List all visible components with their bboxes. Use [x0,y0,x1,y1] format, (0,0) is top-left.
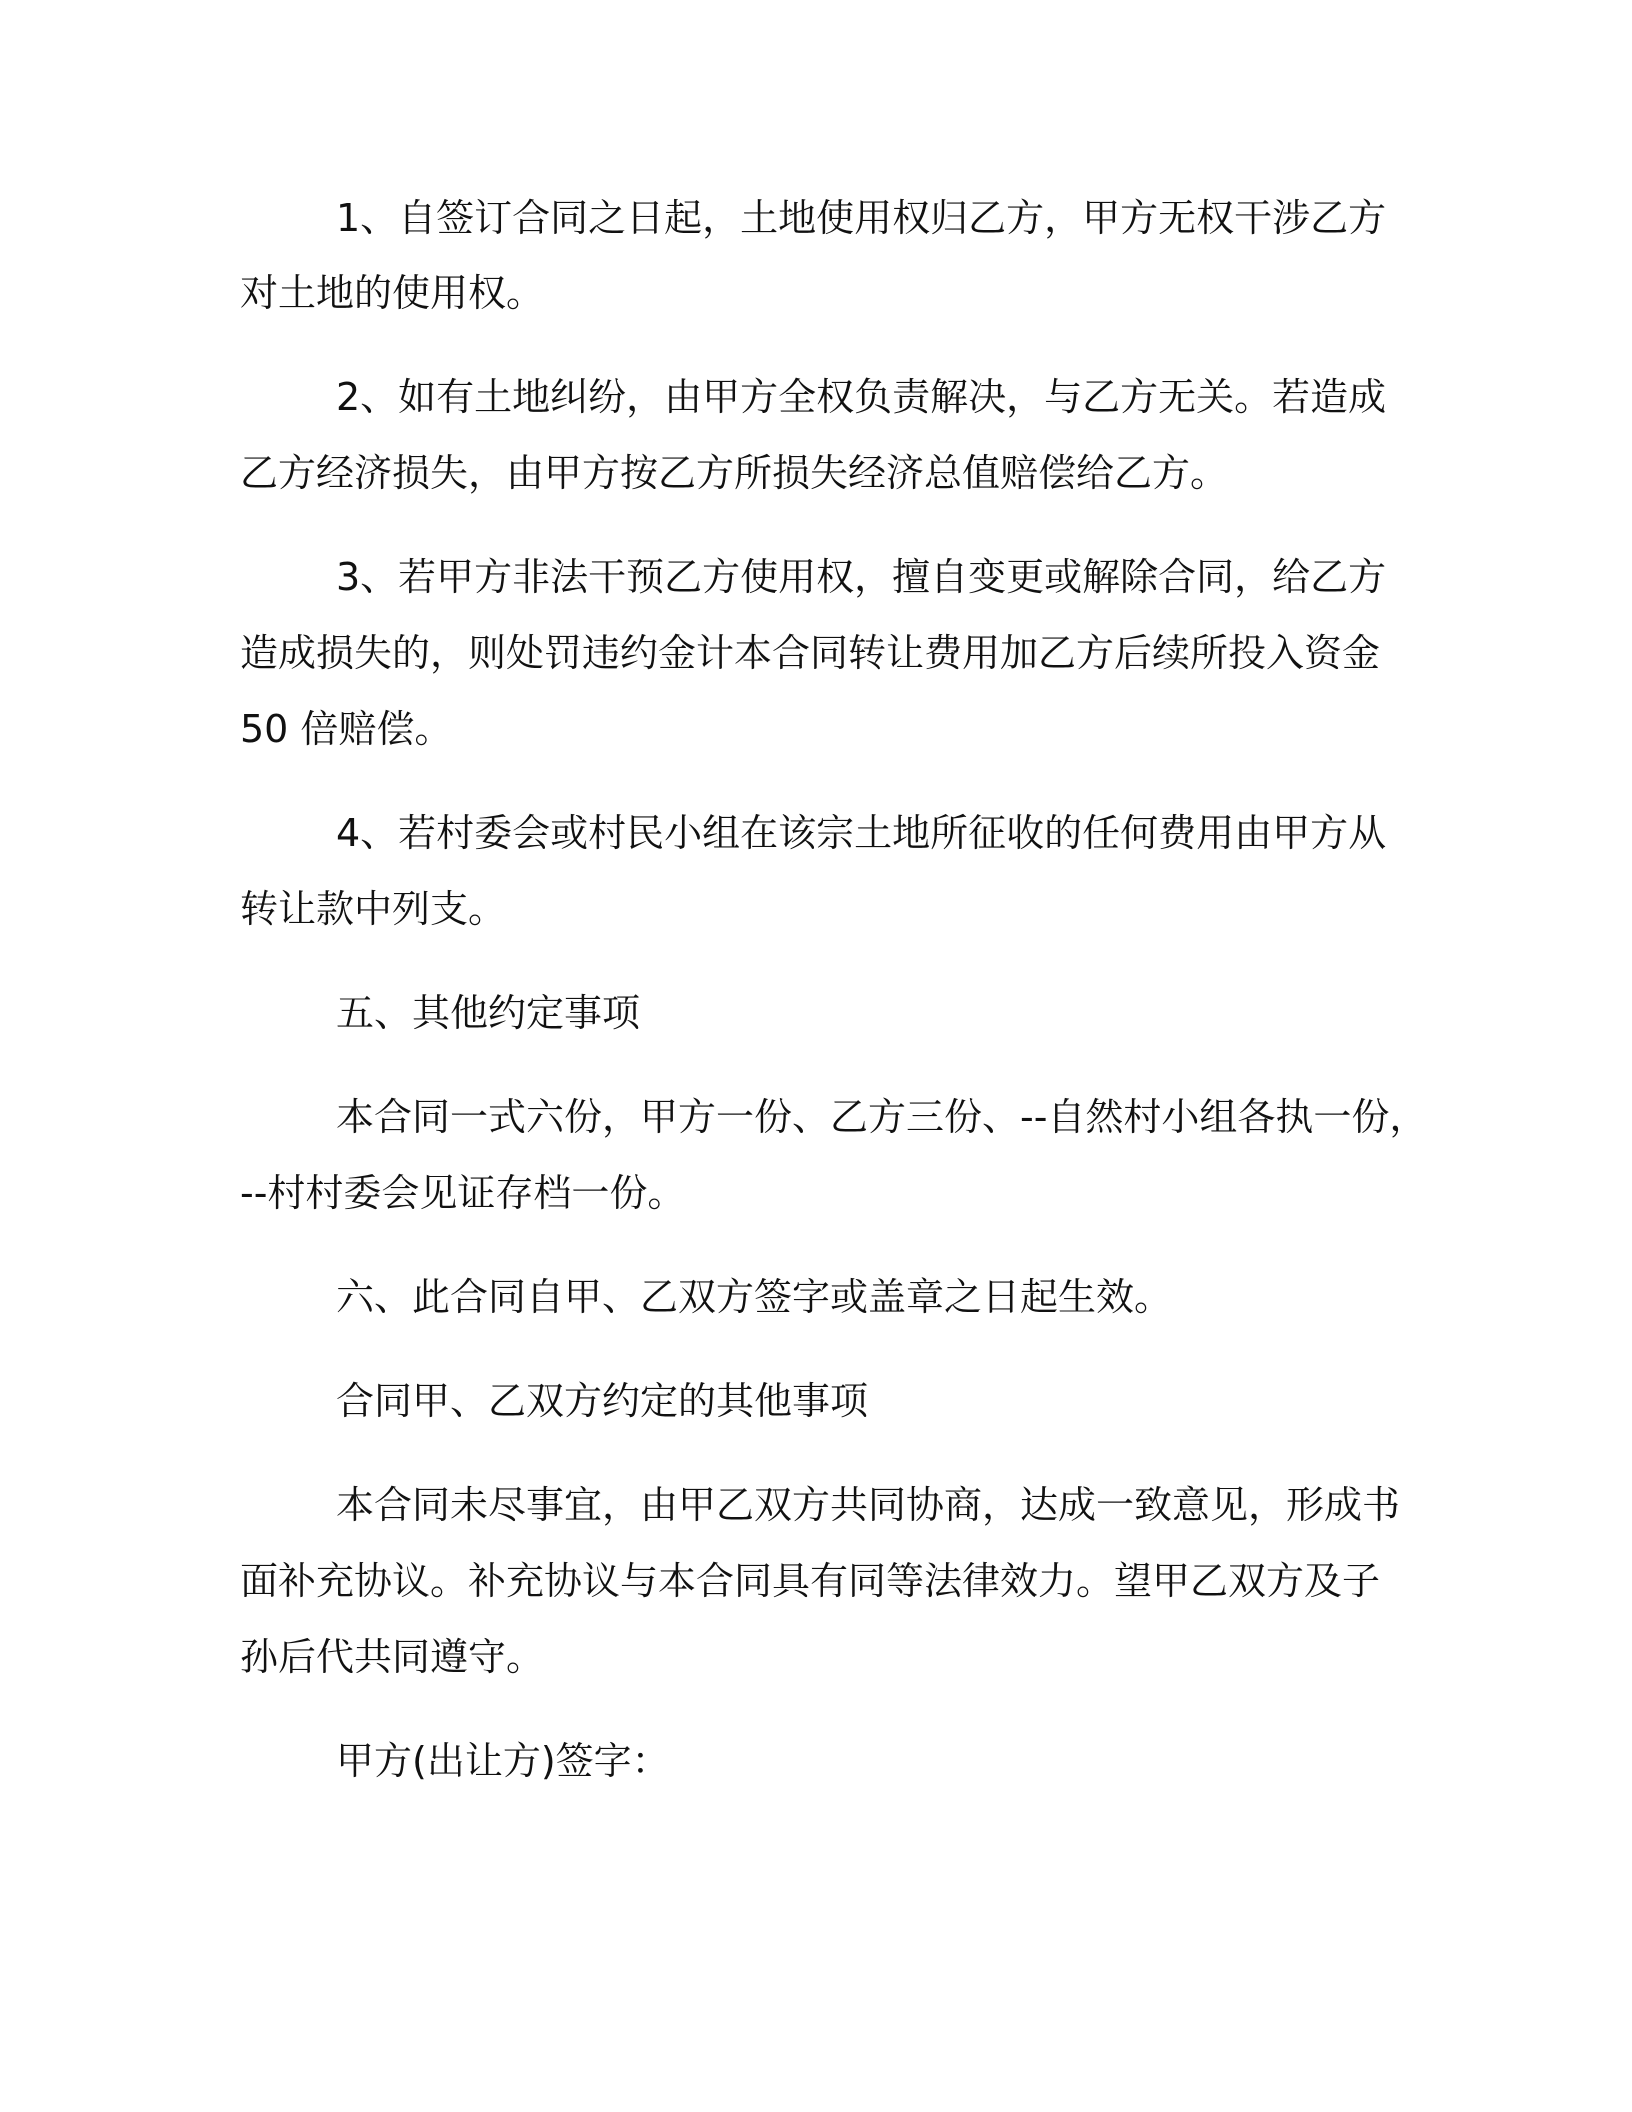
party-a-signature-label: 甲方(出让方)签字： [336,1739,670,1783]
clause-1-line-2: 对土地的使用权。 [240,271,545,315]
clause-4-line-2: 转让款中列支。 [240,887,507,931]
clause-2-line-1: 2、如有土地纠纷，由甲方全权负责解决，与乙方无关。若造成 [336,375,1387,419]
section-6-line: 六、此合同自甲、乙双方签字或盖章之日起生效。 [336,1275,1173,1319]
section-5-heading: 五、其他约定事项 [336,991,641,1035]
copies-line-2: --村村委会见证存档一份。 [240,1171,686,1215]
clause-4-line-1: 4、若村委会或村民小组在该宗土地所征收的任何费用由甲方从 [336,811,1387,855]
supplement-line-2: 面补充协议。补充协议与本合同具有同等法律效力。望甲乙双方及子 [240,1559,1381,1603]
clause-3-line-1: 3、若甲方非法干预乙方使用权，擅自变更或解除合同，给乙方 [336,555,1387,599]
clause-3-line-3: 50 倍赔偿。 [240,707,453,751]
clause-2-line-2: 乙方经济损失，由甲方按乙方所损失经济总值赔偿给乙方。 [240,451,1229,495]
clause-1-line-1: 1、自签订合同之日起，土地使用权归乙方，甲方无权干涉乙方 [336,196,1387,240]
supplement-line-1: 本合同未尽事宜，由甲乙双方共同协商，达成一致意见，形成书 [336,1483,1401,1527]
supplement-line-3: 孙后代共同遵守。 [240,1635,545,1679]
copies-line-1: 本合同一式六份，甲方一份、乙方三份、--自然村小组各执一份， [336,1095,1428,1139]
other-matters-heading: 合同甲、乙双方约定的其他事项 [336,1379,869,1423]
clause-3-line-2: 造成损失的，则处罚违约金计本合同转让费用加乙方后续所投入资金 [240,631,1381,675]
